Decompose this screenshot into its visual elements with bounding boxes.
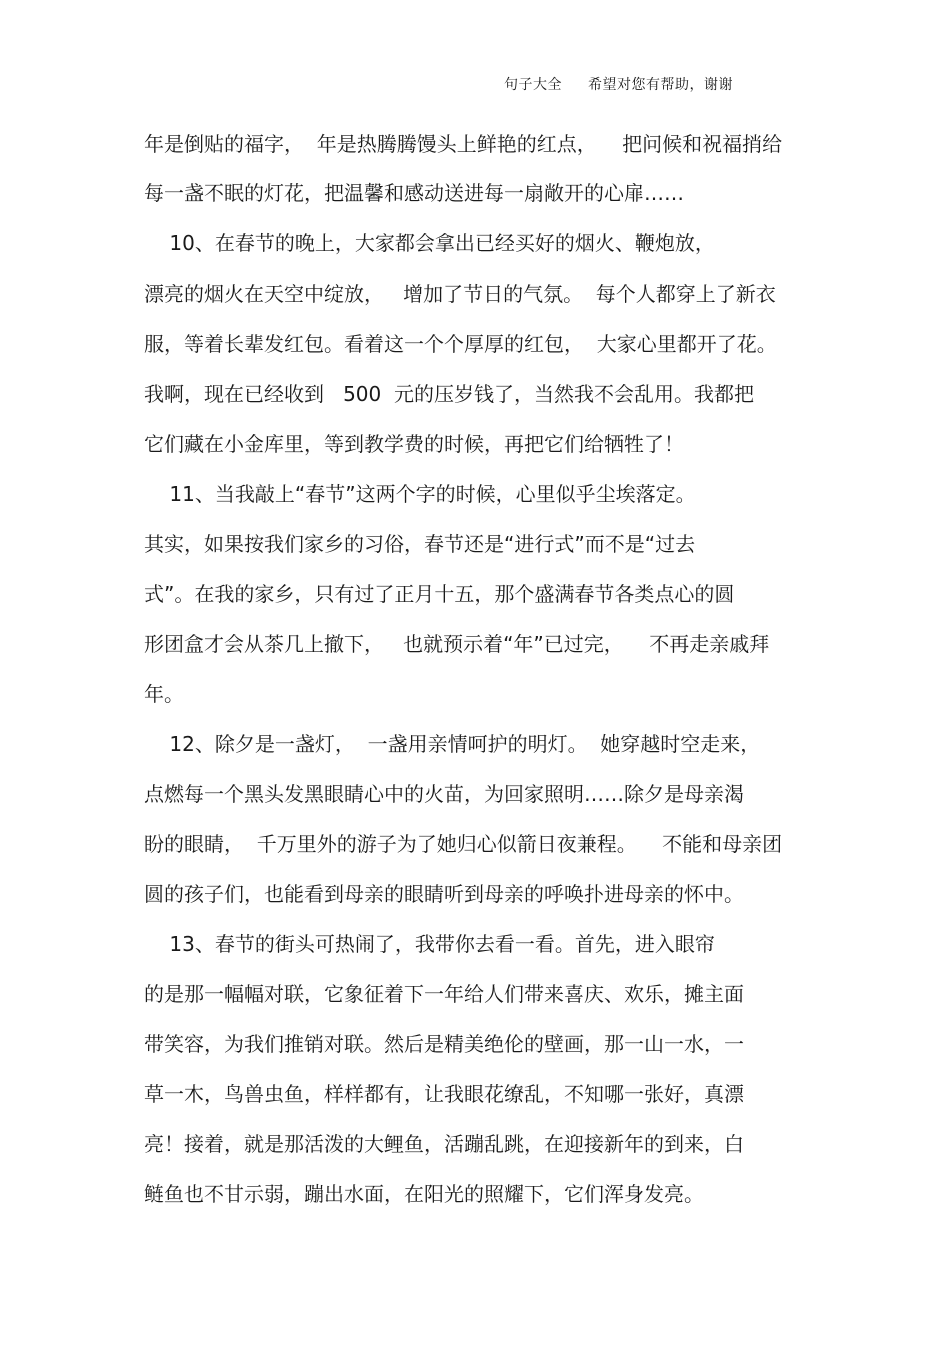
paragraph-12-start: 12、除夕是一盏灯， 一盏用亲情呵护的明灯。 她穿越时空走来，	[144, 732, 761, 756]
text-line: 年是倒贴的福字， 年是热腾腾馒头上鲜艳的红点， 把问候和祝福捎给	[144, 132, 783, 156]
text-line: 亮！接着，就是那活泼的大鲤鱼，活蹦乱跳，在迎接新年的到来，白	[144, 1132, 744, 1156]
paragraph-13-start: 13、春节的街头可热闹了，我带你去看一看。首先，进入眼帘	[144, 932, 715, 956]
text-line: 盼的眼睛， 千万里外的游子为了她归心似箭日夜兼程。 不能和母亲团	[144, 832, 783, 856]
header-site-name: 句子大全	[504, 77, 562, 93]
paragraph-10-start: 10、在春节的晚上，大家都会拿出已经买好的烟火、鞭炮放，	[144, 231, 715, 255]
text-line: 形团盒才会从茶几上撤下， 也就预示着“年”已过完， 不再走亲戚拜	[144, 632, 770, 656]
text-line: 鲢鱼也不甘示弱，蹦出水面，在阳光的照耀下，它们浑身发亮。	[144, 1182, 704, 1206]
text-line: 的是那一幅幅对联，它象征着下一年给人们带来喜庆、欢乐，摊主面	[144, 982, 744, 1006]
text-line: 每一盏不眠的灯花，把温馨和感动送进每一扇敞开的心扉……	[144, 181, 684, 205]
text-line: 我啊，现在已经收到 500 元的压岁钱了，当然我不会乱用。我都把	[144, 382, 754, 406]
text-line: 年。	[144, 682, 184, 706]
text-line: 漂亮的烟火在天空中绽放， 增加了节日的气氛。 每个人都穿上了新衣	[144, 282, 776, 306]
text-line: 带笑容，为我们推销对联。然后是精美绝伦的壁画，那一山一水，一	[144, 1032, 744, 1056]
text-line: 服，等着长辈发红包。看着这一个个厚厚的红包， 大家心里都开了花。	[144, 332, 777, 356]
page-header	[504, 74, 733, 94]
header-tagline: 希望对您有帮助，谢谢	[588, 77, 733, 93]
text-line: 式”。在我的家乡，只有过了正月十五，那个盛满春节各类点心的圆	[144, 582, 735, 606]
text-line: 点燃每一个黑头发黑眼睛心中的火苗，为回家照明……除夕是母亲渴	[144, 782, 744, 806]
text-line: 其实，如果按我们家乡的习俗，春节还是“进行式”而不是“过去	[144, 532, 696, 556]
text-line: 圆的孩子们，也能看到母亲的眼睛听到母亲的呼唤扑进母亲的怀中。	[144, 882, 744, 906]
text-line: 它们藏在小金库里，等到教学费的时候，再把它们给牺牲了！	[144, 432, 684, 456]
text-line: 草一木，鸟兽虫鱼，样样都有，让我眼花缭乱，不知哪一张好，真漂	[144, 1082, 744, 1106]
paragraph-11-start: 11、当我敲上“春节”这两个字的时候，心里似乎尘埃落定。	[144, 482, 696, 506]
